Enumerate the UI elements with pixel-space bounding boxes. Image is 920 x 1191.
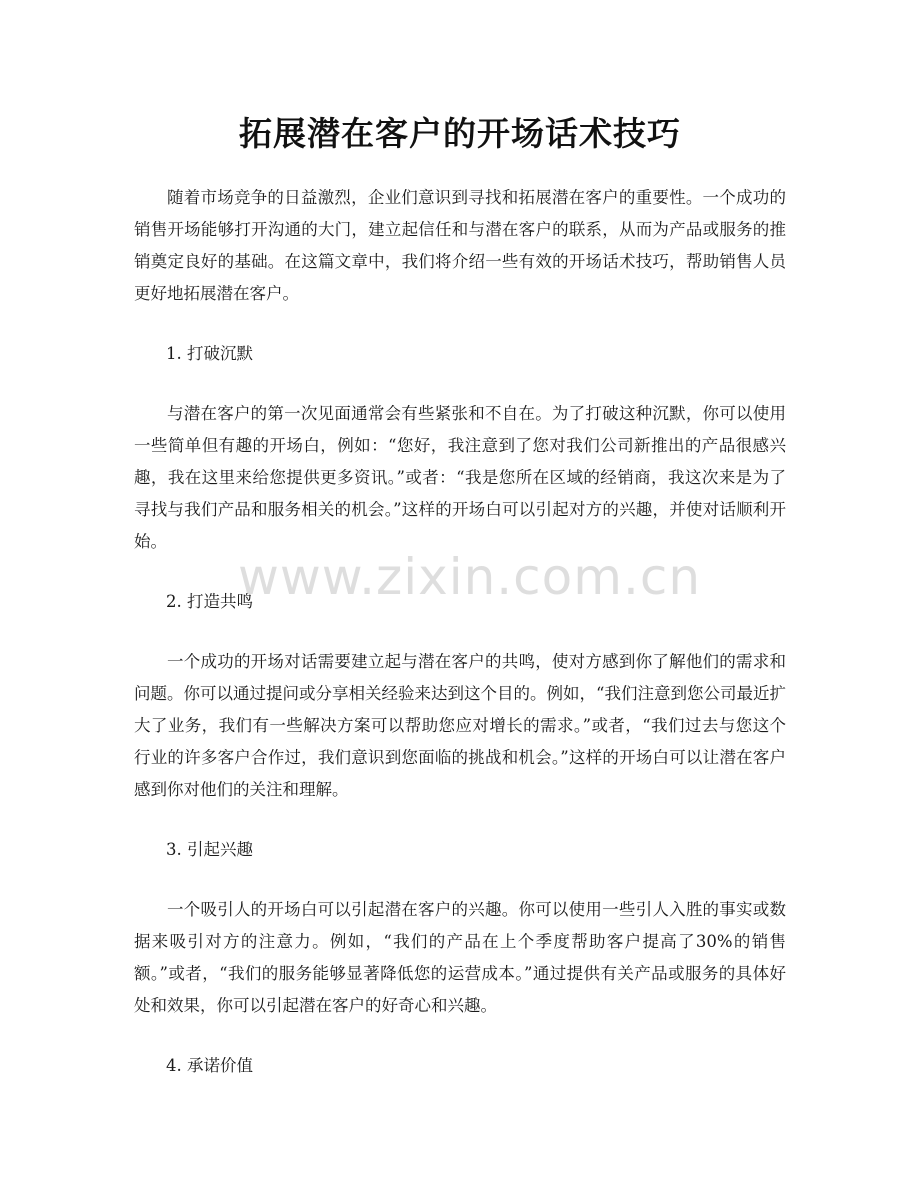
watermark: www.zixin.com.cn [238, 548, 702, 606]
section-heading-4: 4. 承诺价值 [166, 1056, 253, 1075]
section-heading-3: 3. 引起兴趣 [166, 840, 253, 859]
intro-paragraph: 随着市场竞争的日益激烈，企业们意识到寻找和拓展潜在客户的重要性。一个成功的销售开场能够打开沟通的大门，建立起信任和与潜在客户的联系，从而为产品或服务的推销奠定良好的基础。在这篇文章中，我们将介绍一些有效的开场话术技巧，帮助销售人员更好地拓展潜在客户。 [134, 188, 786, 303]
document-title: 拓展潜在客户的开场话术技巧 [239, 114, 681, 153]
section-body-2: 一个成功的开场对话需要建立起与潜在客户的共鸣，使对方感到你了解他们的需求和问题。你可以通过提问或分享相关经验来达到这个目的。例如，“我们注意到您公司最近扩大了业务，我们有一些解决方案可以帮助您应对增长的需求。”或者，“我们过去与您这个行业的许多客户合作过，我们意识到您面临的挑战和机会。”这样的开场白可以让潜在客户感到你对他们的关注和理解。 [134, 652, 786, 799]
section-heading-2: 2. 打造共鸣 [166, 592, 253, 611]
document-body [134, 182, 786, 1110]
section-body-3: 一个吸引人的开场白可以引起潜在客户的兴趣。你可以使用一些引人入胜的事实或数据来吸引对方的注意力。例如，“我们的产品在上个季度帮助客户提高了30%的销售额。”或者，“我们的服务能够显著降低您的运营成本。”通过提供有关产品或服务的具体好处和效果，你可以引起潜在客户的好奇心和兴趣。 [134, 900, 786, 1015]
section-body-1: 与潜在客户的第一次见面通常会有些紧张和不自在。为了打破这种沉默，你可以使用一些简单但有趣的开场白，例如：“您好，我注意到了您对我们公司新推出的产品很感兴趣，我在这里来给您提供更多资讯。”或者：“我是您所在区域的经销商，我这次来是为了寻找与我们产品和服务相关的机会。”这样的开场白可以引起对方的兴趣，并使对话顺利开始。 [134, 404, 786, 551]
section-heading-1: 1. 打破沉默 [166, 344, 253, 363]
